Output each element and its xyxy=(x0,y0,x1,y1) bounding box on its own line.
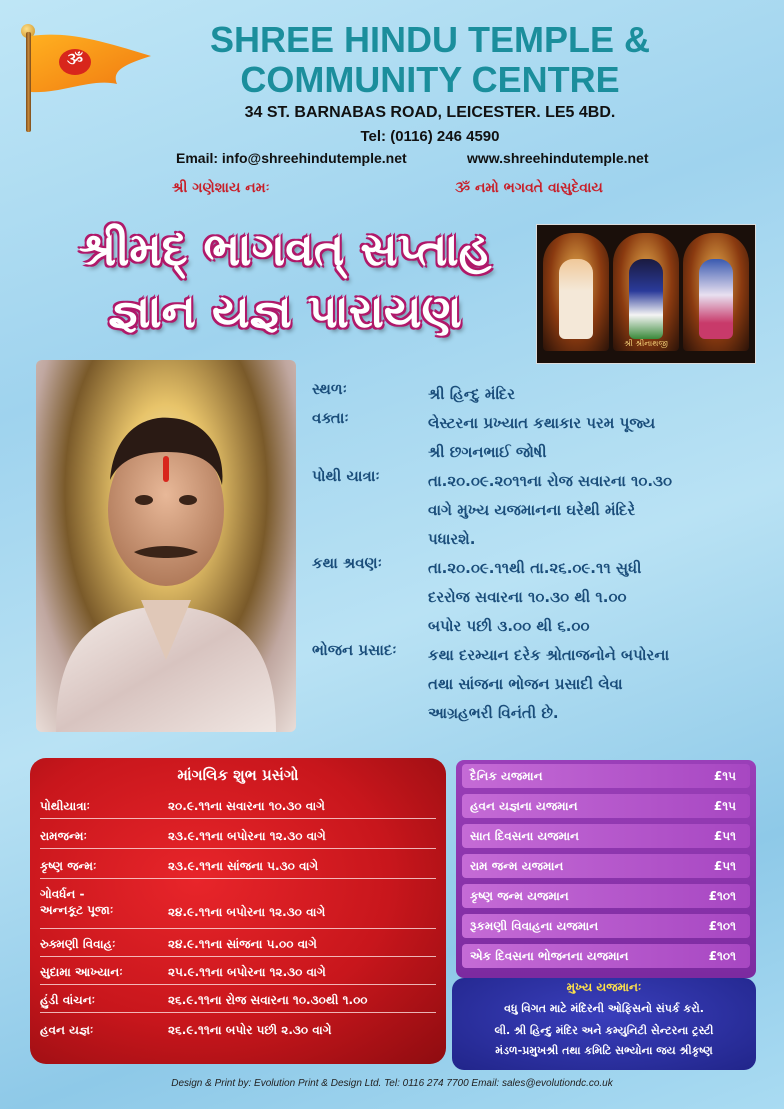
detail-value-line: બપોર પછી ૩.૦૦ થી ૬.૦૦ xyxy=(428,617,590,635)
detail-value xyxy=(428,554,768,641)
detail-label: કથા શ્રવણઃ xyxy=(312,554,382,572)
chief-host-title: મુખ્ય યજમાનઃ xyxy=(566,980,642,994)
chief-host-line3: મંડળ-પ્રમુખશ્રી તથા કમિટિ સભ્યોના જય શ્રીકૃષ્ણ xyxy=(495,1044,713,1057)
occasion-label: કૃષ્ણ જન્મઃ xyxy=(40,859,97,873)
deity-arch-right xyxy=(683,233,749,351)
divider xyxy=(40,818,436,819)
temple-name-line1: SHREE HINDU TEMPLE & xyxy=(209,19,651,60)
sponsor-amount: £૧૦૧ xyxy=(708,919,736,933)
sponsor-row xyxy=(462,794,750,818)
detail-value-line: તા.૨૦.૦૯.૨૦૧૧ના રોજ સવારના ૧૦.૩૦ xyxy=(428,472,673,490)
sponsor-label: હવન યજ્ઞના યજમાન xyxy=(470,799,578,813)
temple-email[interactable]: Email: info@shreehindutemple.net xyxy=(176,150,407,166)
sponsor-label: રૂકમણી વિવાહના યજમાન xyxy=(470,919,599,933)
divider xyxy=(40,1012,436,1013)
invocation-vasudev: ૐ નમો ભગવતે વાસુદેવાય xyxy=(455,180,603,196)
occasion-row xyxy=(40,854,440,878)
sponsor-label: એક દિવસના ભોજનના યજમાન xyxy=(470,949,629,963)
detail-value-line: શ્રી છગનભાઈ જોષી xyxy=(428,443,547,461)
detail-value xyxy=(428,641,768,728)
occasion-label: પોથીયાત્રાઃ xyxy=(40,799,90,813)
sponsor-amount: £૧૦૧ xyxy=(708,949,736,963)
occasion-label: રુક્મણી વિવાહઃ xyxy=(40,937,116,951)
sponsor-row xyxy=(462,914,750,938)
detail-label: પોથી યાત્રાઃ xyxy=(312,467,380,485)
occasion-label: હવન યજ્ઞઃ xyxy=(40,1023,94,1037)
detail-value-line: આગ્રહભરી વિનંતી છે. xyxy=(428,704,559,722)
detail-label: વક્તાઃ xyxy=(312,409,349,427)
chief-host-panel xyxy=(452,978,756,1070)
sponsor-amount: £૧૫ xyxy=(713,799,736,813)
detail-value-line: દરરોજ સવારના ૧૦.૩૦ થી ૧.૦૦ xyxy=(428,588,627,606)
temple-name xyxy=(160,20,700,100)
occasion-time: ૨૬.૯.૧૧ના રોજ સવારના ૧૦.૩૦થી ૧.૦૦ xyxy=(168,993,368,1007)
occasion-time: ૨૬.૯.૧૧ના બપોર પછી ૨.૩૦ વાગે xyxy=(168,1023,332,1037)
invocation-ganesh: શ્રી ગણેશાય નમઃ xyxy=(172,180,270,196)
occasions-title: માંગલિક શુભ પ્રસંગો xyxy=(177,766,299,784)
occasion-time: ૨૩.૯.૧૧ના સાંજના ૫.૩૦ વાગે xyxy=(168,859,319,873)
deity-arch-left xyxy=(543,233,609,351)
sponsor-row xyxy=(462,764,750,788)
om-flag-icon xyxy=(31,34,151,98)
event-title-line1: શ્રીમદ્ ભાગવત્ સપ્તાહ xyxy=(78,222,492,276)
sponsor-row xyxy=(462,824,750,848)
deity-figure-center xyxy=(629,259,663,339)
detail-value-line: પધારશે. xyxy=(428,530,476,548)
speaker-portrait-drawing xyxy=(36,360,296,732)
sponsor-amount: £૫૧ xyxy=(713,829,736,843)
detail-value-line: શ્રી હિન્દુ મંદિર xyxy=(428,385,516,403)
om-symbol: ૐ xyxy=(66,50,84,68)
occasion-row xyxy=(40,1018,440,1042)
divider xyxy=(40,956,436,957)
sponsor-row xyxy=(462,884,750,908)
sponsorship-panel xyxy=(456,760,756,978)
sponsor-label: રામ જન્મ યજમાન xyxy=(470,859,564,873)
detail-value-line: વાગે મુખ્ય યજમાનના ઘરેથી મંદિરે xyxy=(428,501,636,519)
deity-arch-center xyxy=(613,233,679,351)
detail-value xyxy=(428,380,768,409)
occasion-row xyxy=(40,886,440,928)
detail-value xyxy=(428,409,768,467)
divider xyxy=(40,984,436,985)
chief-host-line2: લી. શ્રી હિન્દુ મંદિર અને કમ્યુનિટી સેન્ટરના ટ્રસ્ટી xyxy=(494,1024,714,1037)
sponsor-amount: £૧૫ xyxy=(713,769,736,783)
occasion-time: ૨૫.૯.૧૧ના બપોરના ૧૨.૩૦ વાગે xyxy=(168,965,326,979)
occasion-label: રામજન્મઃ xyxy=(40,829,87,843)
divider xyxy=(40,928,436,929)
temple-address: 34 ST. BARNABAS ROAD, LEICESTER. LE5 4BD. xyxy=(244,104,616,121)
occasion-row xyxy=(40,794,440,818)
temple-telephone: Tel: (0116) 246 4590 xyxy=(360,128,500,145)
sponsor-row xyxy=(462,854,750,878)
detail-value xyxy=(428,467,768,554)
detail-label: ભોજન પ્રસાદઃ xyxy=(312,641,397,659)
occasions-panel xyxy=(30,758,446,1064)
detail-value-line: લેસ્ટરના પ્રખ્યાત કથાકાર પરમ પૂજ્ય xyxy=(428,414,656,432)
detail-value-line: તથા સાંજના ભોજન પ્રસાદી લેવા xyxy=(428,675,623,693)
sponsor-label: સાત દિવસના યજમાન xyxy=(470,829,580,843)
divider xyxy=(40,878,436,879)
detail-label: સ્થળઃ xyxy=(312,380,347,398)
sponsor-amount: £૧૦૧ xyxy=(708,889,736,903)
occasion-row xyxy=(40,960,440,984)
print-credit-footer: Design & Print by: Evolution Print & Design Ltd. Tel: 0116 274 7700 Email: sales@evolutiondc.co.uk xyxy=(171,1078,613,1089)
occasion-row xyxy=(40,824,440,848)
event-title-line2: જ્ઞાન યજ્ઞ પારાયણ xyxy=(108,284,462,338)
temple-name-line2: COMMUNITY CENTRE xyxy=(240,59,620,100)
chief-host-line1: વધુ વિગત માટે મંદિરની ઓફિસનો સંપર્ક કરો. xyxy=(504,1002,704,1015)
detail-value-line: તા.૨૦.૦૯.૧૧થી તા.૨૬.૦૯.૧૧ સુધી xyxy=(428,559,642,577)
detail-value-line: કથા દરમ્યાન દરેક શ્રોતાજનોને બપોરના xyxy=(428,646,670,664)
occasion-time: ૨૦.૯.૧૧ના સવારના ૧૦.૩૦ વાગે xyxy=(168,799,325,813)
occasion-row xyxy=(40,932,440,956)
occasion-label: સુદામા આખ્યાનઃ xyxy=(40,965,123,979)
sponsor-label: દૈનિક યજમાન xyxy=(470,769,543,783)
occasion-label: ગોવર્ધન - અન્નકૂટ પૂજાઃ xyxy=(40,887,114,917)
occasion-label: હુંડી વાંચનઃ xyxy=(40,993,96,1007)
occasion-row xyxy=(40,988,440,1012)
event-title xyxy=(50,218,520,342)
deity-photo xyxy=(536,224,756,364)
deity-figure-right xyxy=(699,259,733,339)
occasion-time: ૨૪.૯.૧૧ના બપોરના ૧૨.૩૦ વાગે xyxy=(168,905,326,919)
sponsor-amount: £૫૧ xyxy=(713,859,736,873)
temple-website[interactable]: www.shreehindutemple.net xyxy=(467,150,649,166)
deity-caption-center: શ્રી શ્રીનાથજી xyxy=(624,339,668,348)
divider xyxy=(40,848,436,849)
occasion-time: ૨૩.૯.૧૧ના બપોરના ૧૨.૩૦ વાગે xyxy=(168,829,326,843)
deity-figure-left xyxy=(559,259,593,339)
sponsor-label: કૃષ્ણ જન્મ યજમાન xyxy=(470,889,569,903)
sponsor-row xyxy=(462,944,750,968)
occasion-time: ૨૪.૯.૧૧ના સાંજના ૫.૦૦ વાગે xyxy=(168,937,317,951)
speaker-portrait xyxy=(36,360,296,732)
